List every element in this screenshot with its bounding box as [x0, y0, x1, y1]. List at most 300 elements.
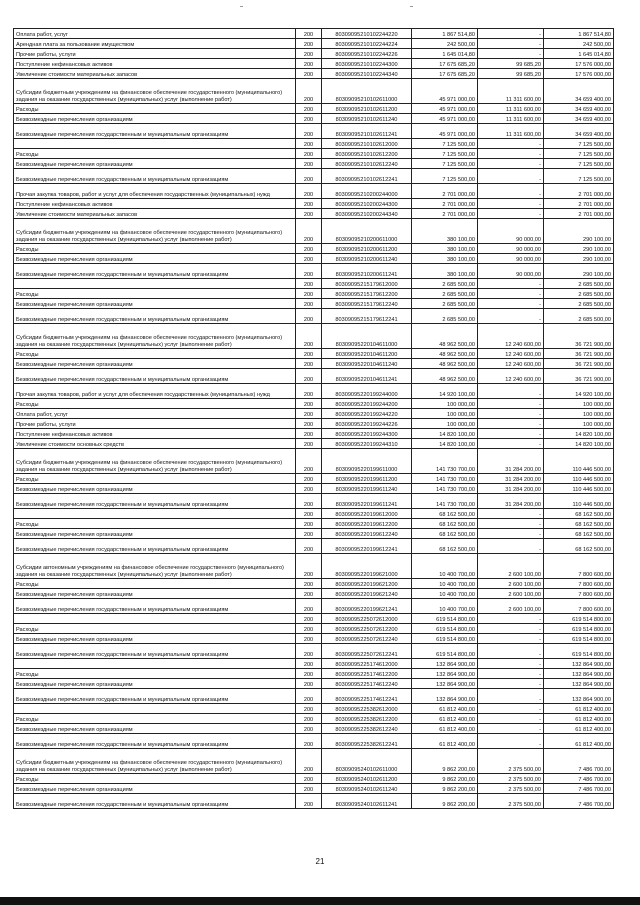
cell-executed: - — [478, 529, 544, 539]
cell-unexecuted: 7 800 600,00 — [544, 589, 614, 599]
cell-executed: - — [478, 634, 544, 644]
cell-budget-code: 80309095220199244226 — [322, 419, 412, 429]
table-row — [14, 349, 614, 359]
table-row — [14, 159, 614, 169]
cell-line-code: 200 — [296, 679, 322, 689]
cell-name: Субсидии бюджетным учреждениям на финансовое обеспечение государственного (муниципального) задания на оказание государственных (муниципальных) услуг (выполнение работ) — [14, 749, 296, 774]
table-row — [14, 659, 614, 669]
cell-line-code: 200 — [296, 169, 322, 184]
table-row — [14, 244, 614, 254]
cell-executed: 11 311 600,00 — [478, 104, 544, 114]
cell-line-code: 200 — [296, 254, 322, 264]
table-row — [14, 509, 614, 519]
cell-executed: - — [478, 734, 544, 749]
table-body — [14, 29, 614, 809]
cell-unexecuted: 290 100,00 — [544, 254, 614, 264]
cell-approved: 14 820 100,00 — [412, 439, 478, 449]
cell-line-code: 200 — [296, 219, 322, 244]
cell-budget-code: 80309095210102244224 — [322, 39, 412, 49]
table-row — [14, 579, 614, 589]
cell-name: Расходы — [14, 289, 296, 299]
cell-unexecuted: 100 000,00 — [544, 399, 614, 409]
cell-unexecuted: 110 446 500,00 — [544, 449, 614, 474]
cell-line-code: 200 — [296, 299, 322, 309]
expenditure-table — [13, 28, 614, 809]
cell-approved: 141 730 700,00 — [412, 449, 478, 474]
table-row — [14, 734, 614, 749]
cell-budget-code: 80309095210102611241 — [322, 124, 412, 139]
cell-unexecuted: 2 701 000,00 — [544, 184, 614, 199]
cell-unexecuted: 34 659 400,00 — [544, 104, 614, 114]
cell-name: Увеличение стоимости материальных запасов — [14, 69, 296, 79]
cell-executed: - — [478, 384, 544, 399]
cell-executed: - — [478, 509, 544, 519]
cell-line-code: 200 — [296, 244, 322, 254]
cell-executed: 31 284 200,00 — [478, 494, 544, 509]
cell-unexecuted: 61 812 400,00 — [544, 704, 614, 714]
cell-approved: 7 125 500,00 — [412, 149, 478, 159]
cell-name: Безвозмездные перечисления организациям — [14, 359, 296, 369]
cell-line-code: 200 — [296, 439, 322, 449]
cell-name: Безвозмездные перечисления организациям — [14, 589, 296, 599]
cell-name: Безвозмездные перечисления государственным и муниципальным организациям — [14, 124, 296, 139]
cell-budget-code: 80309095210200244300 — [322, 199, 412, 209]
cell-budget-code: 80309095210102612240 — [322, 159, 412, 169]
cell-name: Расходы — [14, 349, 296, 359]
cell-unexecuted: 242 500,00 — [544, 39, 614, 49]
cell-line-code: 200 — [296, 69, 322, 79]
cell-unexecuted: 132 864 900,00 — [544, 679, 614, 689]
cell-unexecuted: 7 800 600,00 — [544, 579, 614, 589]
cell-name: Субсидии бюджетным учреждениям на финансовое обеспечение государственного (муниципального) задания на оказание государственных (муниципальных) услуг (выполнение работ) — [14, 219, 296, 244]
cell-unexecuted: 619 514 800,00 — [544, 614, 614, 624]
table-row — [14, 539, 614, 554]
table-row — [14, 529, 614, 539]
cell-unexecuted: 7 125 500,00 — [544, 149, 614, 159]
table-row — [14, 644, 614, 659]
cell-name: Поступление нефинансовых активов — [14, 429, 296, 439]
cell-unexecuted: 100 000,00 — [544, 409, 614, 419]
cell-budget-code: 80309095220199244200 — [322, 399, 412, 409]
cell-approved: 7 125 500,00 — [412, 159, 478, 169]
page-number: 21 — [315, 857, 325, 866]
table-row — [14, 429, 614, 439]
cell-unexecuted: 68 162 500,00 — [544, 529, 614, 539]
cell-budget-code: 80309095220199621241 — [322, 599, 412, 614]
cell-executed: - — [478, 184, 544, 199]
table-row — [14, 439, 614, 449]
cell-executed: 11 311 600,00 — [478, 79, 544, 104]
table-row — [14, 589, 614, 599]
cell-line-code: 200 — [296, 624, 322, 634]
cell-line-code: 200 — [296, 774, 322, 784]
cell-executed: - — [478, 409, 544, 419]
cell-approved: 100 000,00 — [412, 419, 478, 429]
cell-executed: 12 240 600,00 — [478, 349, 544, 359]
cell-executed: - — [478, 539, 544, 554]
cell-line-code: 200 — [296, 209, 322, 219]
cell-executed: - — [478, 39, 544, 49]
cell-unexecuted: 132 864 900,00 — [544, 669, 614, 679]
table-row — [14, 484, 614, 494]
cell-name: Безвозмездные перечисления государственным и муниципальным организациям — [14, 644, 296, 659]
cell-executed: - — [478, 624, 544, 634]
cell-approved: 9 862 200,00 — [412, 794, 478, 809]
cell-approved: 45 971 000,00 — [412, 114, 478, 124]
cell-name: Прочая закупка товаров, работ и услуг для обеспечения государственных (муниципальных) нужд — [14, 184, 296, 199]
cell-line-code: 200 — [296, 399, 322, 409]
cell-approved: 7 125 500,00 — [412, 139, 478, 149]
cell-budget-code: 80309095210102612200 — [322, 149, 412, 159]
cell-line-code: 200 — [296, 139, 322, 149]
cell-approved: 61 812 400,00 — [412, 734, 478, 749]
cell-approved: 141 730 700,00 — [412, 484, 478, 494]
cell-name: Безвозмездные перечисления государственным и муниципальным организациям — [14, 169, 296, 184]
cell-unexecuted: 619 514 800,00 — [544, 624, 614, 634]
table-row — [14, 449, 614, 474]
cell-executed: - — [478, 279, 544, 289]
cell-executed: 2 375 500,00 — [478, 794, 544, 809]
cell-name: Безвозмездные перечисления организациям — [14, 784, 296, 794]
cell-executed: - — [478, 169, 544, 184]
cell-unexecuted: 61 812 400,00 — [544, 724, 614, 734]
table-row — [14, 104, 614, 114]
table-row — [14, 124, 614, 139]
table-row — [14, 139, 614, 149]
cell-unexecuted: 7 125 500,00 — [544, 139, 614, 149]
cell-name — [14, 614, 296, 624]
cell-executed: - — [478, 669, 544, 679]
cell-budget-code: 80309095225174612240 — [322, 679, 412, 689]
cell-budget-code: 80309095240102611241 — [322, 794, 412, 809]
table-row — [14, 219, 614, 244]
cell-line-code: 200 — [296, 519, 322, 529]
table-row — [14, 679, 614, 689]
cell-budget-code: 80309095210200611241 — [322, 264, 412, 279]
cell-approved: 17 675 685,20 — [412, 59, 478, 69]
cell-budget-code: 80309095220199611240 — [322, 484, 412, 494]
cell-name: Расходы — [14, 774, 296, 784]
cell-budget-code: 80309095220199621240 — [322, 589, 412, 599]
cell-unexecuted: 619 514 800,00 — [544, 644, 614, 659]
cell-executed: 2 600 100,00 — [478, 579, 544, 589]
cell-approved: 2 701 000,00 — [412, 209, 478, 219]
cell-name: Безвозмездные перечисления государственным и муниципальным организациям — [14, 369, 296, 384]
cell-approved: 68 162 500,00 — [412, 519, 478, 529]
cell-executed: - — [478, 299, 544, 309]
cell-name: Расходы — [14, 714, 296, 724]
cell-executed: 2 375 500,00 — [478, 774, 544, 784]
cell-unexecuted: 34 659 400,00 — [544, 124, 614, 139]
table-row — [14, 519, 614, 529]
cell-approved: 2 685 500,00 — [412, 309, 478, 324]
cell-approved: 380 100,00 — [412, 264, 478, 279]
cell-budget-code: 80309095210102612000 — [322, 139, 412, 149]
cell-name: Субсидии автономным учреждениям на финансовое обеспечение государственного (муниципального) задания на оказание государственных (муниципальных) услуг (выполнение работ) — [14, 554, 296, 579]
cell-name: Безвозмездные перечисления государственным и муниципальным организациям — [14, 494, 296, 509]
cell-budget-code: 80309095210200244000 — [322, 184, 412, 199]
cell-executed: 11 311 600,00 — [478, 114, 544, 124]
table-row — [14, 554, 614, 579]
cell-line-code: 200 — [296, 614, 322, 624]
table-row — [14, 114, 614, 124]
cell-executed: 31 284 200,00 — [478, 449, 544, 474]
cell-approved: 7 125 500,00 — [412, 169, 478, 184]
cell-executed: - — [478, 429, 544, 439]
cell-executed: - — [478, 659, 544, 669]
table-row — [14, 409, 614, 419]
cell-line-code: 200 — [296, 349, 322, 359]
cell-name: Безвозмездные перечисления государственным и муниципальным организациям — [14, 689, 296, 704]
cell-unexecuted: 7 800 600,00 — [544, 554, 614, 579]
table-row — [14, 669, 614, 679]
table-row — [14, 724, 614, 734]
cell-executed: - — [478, 399, 544, 409]
cell-budget-code: 80309095210200244340 — [322, 209, 412, 219]
cell-executed: 2 375 500,00 — [478, 749, 544, 774]
cell-name: Расходы — [14, 399, 296, 409]
cell-unexecuted: 290 100,00 — [544, 264, 614, 279]
cell-approved: 132 864 900,00 — [412, 689, 478, 704]
cell-approved: 45 971 000,00 — [412, 124, 478, 139]
top-scan-mark — [410, 6, 413, 7]
cell-budget-code: 80309095210200611240 — [322, 254, 412, 264]
cell-executed: - — [478, 689, 544, 704]
cell-budget-code: 80309095210102244340 — [322, 69, 412, 79]
cell-unexecuted: 1 645 014,80 — [544, 49, 614, 59]
report-sheet — [13, 28, 613, 809]
cell-line-code: 200 — [296, 669, 322, 679]
cell-approved: 45 971 000,00 — [412, 79, 478, 104]
cell-name: Расходы — [14, 244, 296, 254]
cell-executed: - — [478, 439, 544, 449]
cell-unexecuted: 7 486 700,00 — [544, 749, 614, 774]
table-row — [14, 59, 614, 69]
cell-name: Безвозмездные перечисления организациям — [14, 529, 296, 539]
table-row — [14, 634, 614, 644]
cell-approved: 380 100,00 — [412, 254, 478, 264]
cell-budget-code: 80309095225072612240 — [322, 634, 412, 644]
cell-budget-code: 80309095225174612000 — [322, 659, 412, 669]
cell-name: Безвозмездные перечисления организациям — [14, 724, 296, 734]
table-row — [14, 49, 614, 59]
cell-line-code: 200 — [296, 589, 322, 599]
cell-name — [14, 139, 296, 149]
cell-line-code: 200 — [296, 264, 322, 279]
cell-name: Расходы — [14, 149, 296, 159]
cell-budget-code: 80309095215179612000 — [322, 279, 412, 289]
cell-budget-code: 80309095225072612241 — [322, 644, 412, 659]
cell-executed: - — [478, 149, 544, 159]
cell-line-code: 200 — [296, 384, 322, 399]
table-row — [14, 289, 614, 299]
cell-line-code: 200 — [296, 149, 322, 159]
cell-name: Безвозмездные перечисления организациям — [14, 159, 296, 169]
cell-executed: - — [478, 139, 544, 149]
cell-budget-code: 80309095220104611200 — [322, 349, 412, 359]
cell-budget-code: 80309095215179612200 — [322, 289, 412, 299]
table-row — [14, 399, 614, 409]
cell-line-code: 200 — [296, 659, 322, 669]
cell-unexecuted: 36 721 900,00 — [544, 324, 614, 349]
cell-line-code: 200 — [296, 49, 322, 59]
cell-approved: 132 864 900,00 — [412, 669, 478, 679]
cell-executed: - — [478, 289, 544, 299]
table-row — [14, 254, 614, 264]
cell-unexecuted: 132 864 900,00 — [544, 659, 614, 669]
table-row — [14, 299, 614, 309]
cell-executed: - — [478, 614, 544, 624]
table-row — [14, 199, 614, 209]
cell-budget-code: 80309095240102611200 — [322, 774, 412, 784]
cell-budget-code: 80309095210102244300 — [322, 59, 412, 69]
cell-line-code: 200 — [296, 529, 322, 539]
cell-line-code: 200 — [296, 39, 322, 49]
cell-approved: 619 514 800,00 — [412, 634, 478, 644]
top-scan-mark — [240, 6, 243, 7]
cell-unexecuted: 36 721 900,00 — [544, 349, 614, 359]
cell-approved: 9 862 200,00 — [412, 774, 478, 784]
table-row — [14, 704, 614, 714]
cell-name: Оплата работ, услуг — [14, 409, 296, 419]
cell-budget-code: 80309095225072612000 — [322, 614, 412, 624]
cell-budget-code: 80309095210200611200 — [322, 244, 412, 254]
cell-unexecuted: 2 701 000,00 — [544, 209, 614, 219]
cell-budget-code: 80309095220199244220 — [322, 409, 412, 419]
cell-line-code: 200 — [296, 429, 322, 439]
cell-unexecuted: 68 162 500,00 — [544, 539, 614, 554]
cell-executed: - — [478, 644, 544, 659]
cell-executed: - — [478, 49, 544, 59]
cell-approved: 619 514 800,00 — [412, 644, 478, 659]
cell-approved: 100 000,00 — [412, 409, 478, 419]
cell-approved: 10 400 700,00 — [412, 599, 478, 614]
cell-unexecuted: 17 576 000,00 — [544, 69, 614, 79]
cell-budget-code: 80309095225382612000 — [322, 704, 412, 714]
table-row — [14, 29, 614, 39]
cell-line-code: 200 — [296, 714, 322, 724]
cell-name: Прочая закупка товаров, работ и услуг для обеспечения государственных (муниципальных) нужд — [14, 384, 296, 399]
cell-name: Субсидии бюджетным учреждениям на финансовое обеспечение государственного (муниципального) задания на оказание государственных (муниципальных) услуг (выполнение работ) — [14, 449, 296, 474]
cell-name: Увеличение стоимости материальных запасов — [14, 209, 296, 219]
cell-approved: 45 971 000,00 — [412, 104, 478, 114]
cell-line-code: 200 — [296, 599, 322, 614]
cell-unexecuted: 7 125 500,00 — [544, 169, 614, 184]
table-row — [14, 279, 614, 289]
cell-line-code: 200 — [296, 784, 322, 794]
cell-name: Безвозмездные перечисления организациям — [14, 634, 296, 644]
cell-name: Прочие работы, услуги — [14, 419, 296, 429]
table-row — [14, 264, 614, 279]
cell-name: Безвозмездные перечисления государственным и муниципальным организациям — [14, 309, 296, 324]
cell-unexecuted: 290 100,00 — [544, 219, 614, 244]
cell-budget-code: 80309095220199612000 — [322, 509, 412, 519]
cell-unexecuted: 7 800 600,00 — [544, 599, 614, 614]
cell-approved: 9 862 200,00 — [412, 749, 478, 774]
cell-line-code: 200 — [296, 494, 322, 509]
cell-name: Увеличение стоимости основных средств — [14, 439, 296, 449]
cell-executed: - — [478, 419, 544, 429]
cell-line-code: 200 — [296, 29, 322, 39]
table-row — [14, 774, 614, 784]
cell-name: Безвозмездные перечисления организациям — [14, 484, 296, 494]
cell-line-code: 200 — [296, 509, 322, 519]
cell-approved: 2 685 500,00 — [412, 279, 478, 289]
cell-unexecuted: 7 125 500,00 — [544, 159, 614, 169]
cell-approved: 619 514 800,00 — [412, 614, 478, 624]
cell-name: Расходы — [14, 519, 296, 529]
cell-approved: 17 675 685,20 — [412, 69, 478, 79]
table-row — [14, 369, 614, 384]
cell-unexecuted: 7 486 700,00 — [544, 774, 614, 784]
cell-line-code: 200 — [296, 474, 322, 484]
cell-executed: 90 000,00 — [478, 219, 544, 244]
cell-budget-code: 80309095225072612200 — [322, 624, 412, 634]
scan-bottom-edge — [0, 897, 640, 905]
cell-line-code: 200 — [296, 734, 322, 749]
cell-line-code: 200 — [296, 184, 322, 199]
cell-approved: 14 920 100,00 — [412, 384, 478, 399]
cell-approved: 1 645 014,80 — [412, 49, 478, 59]
cell-unexecuted: 68 162 500,00 — [544, 509, 614, 519]
cell-budget-code: 80309095220199612200 — [322, 519, 412, 529]
cell-budget-code: 80309095240102611000 — [322, 749, 412, 774]
cell-executed: 90 000,00 — [478, 244, 544, 254]
cell-line-code: 200 — [296, 724, 322, 734]
cell-line-code: 200 — [296, 114, 322, 124]
cell-budget-code: 80309095210102244220 — [322, 29, 412, 39]
cell-budget-code: 80309095225174612200 — [322, 669, 412, 679]
cell-line-code: 200 — [296, 124, 322, 139]
cell-approved: 68 162 500,00 — [412, 529, 478, 539]
cell-line-code: 200 — [296, 449, 322, 474]
cell-approved: 10 400 700,00 — [412, 579, 478, 589]
cell-unexecuted: 290 100,00 — [544, 244, 614, 254]
cell-name: Безвозмездные перечисления организациям — [14, 114, 296, 124]
cell-approved: 2 701 000,00 — [412, 199, 478, 209]
table-row — [14, 79, 614, 104]
cell-line-code: 200 — [296, 309, 322, 324]
cell-unexecuted: 36 721 900,00 — [544, 369, 614, 384]
cell-approved: 48 962 500,00 — [412, 369, 478, 384]
table-row — [14, 624, 614, 634]
cell-line-code: 200 — [296, 79, 322, 104]
cell-budget-code: 80309095210102612241 — [322, 169, 412, 184]
cell-line-code: 200 — [296, 794, 322, 809]
cell-approved: 68 162 500,00 — [412, 539, 478, 554]
cell-name: Безвозмездные перечисления государственным и муниципальным организациям — [14, 539, 296, 554]
cell-unexecuted: 14 920 100,00 — [544, 384, 614, 399]
cell-executed: - — [478, 209, 544, 219]
cell-name: Субсидии бюджетным учреждениям на финансовое обеспечение государственного (муниципального) задания на оказание государственных (муниципальных) услуг (выполнение работ) — [14, 79, 296, 104]
cell-unexecuted: 7 486 700,00 — [544, 784, 614, 794]
cell-name: Субсидии бюджетным учреждениям на финансовое обеспечение государственного (муниципального) задания на оказание государственных (муниципальных) услуг (выполнение работ) — [14, 324, 296, 349]
cell-approved: 68 162 500,00 — [412, 509, 478, 519]
table-row — [14, 169, 614, 184]
cell-approved: 100 000,00 — [412, 399, 478, 409]
cell-name — [14, 279, 296, 289]
cell-unexecuted: 100 000,00 — [544, 419, 614, 429]
table-row — [14, 39, 614, 49]
table-row — [14, 324, 614, 349]
cell-approved: 14 820 100,00 — [412, 429, 478, 439]
cell-budget-code: 80309095220199244000 — [322, 384, 412, 399]
cell-unexecuted: 110 446 500,00 — [544, 474, 614, 484]
cell-line-code: 200 — [296, 644, 322, 659]
cell-budget-code: 80309095220104611241 — [322, 369, 412, 384]
cell-line-code: 200 — [296, 369, 322, 384]
cell-budget-code: 80309095225382612240 — [322, 724, 412, 734]
